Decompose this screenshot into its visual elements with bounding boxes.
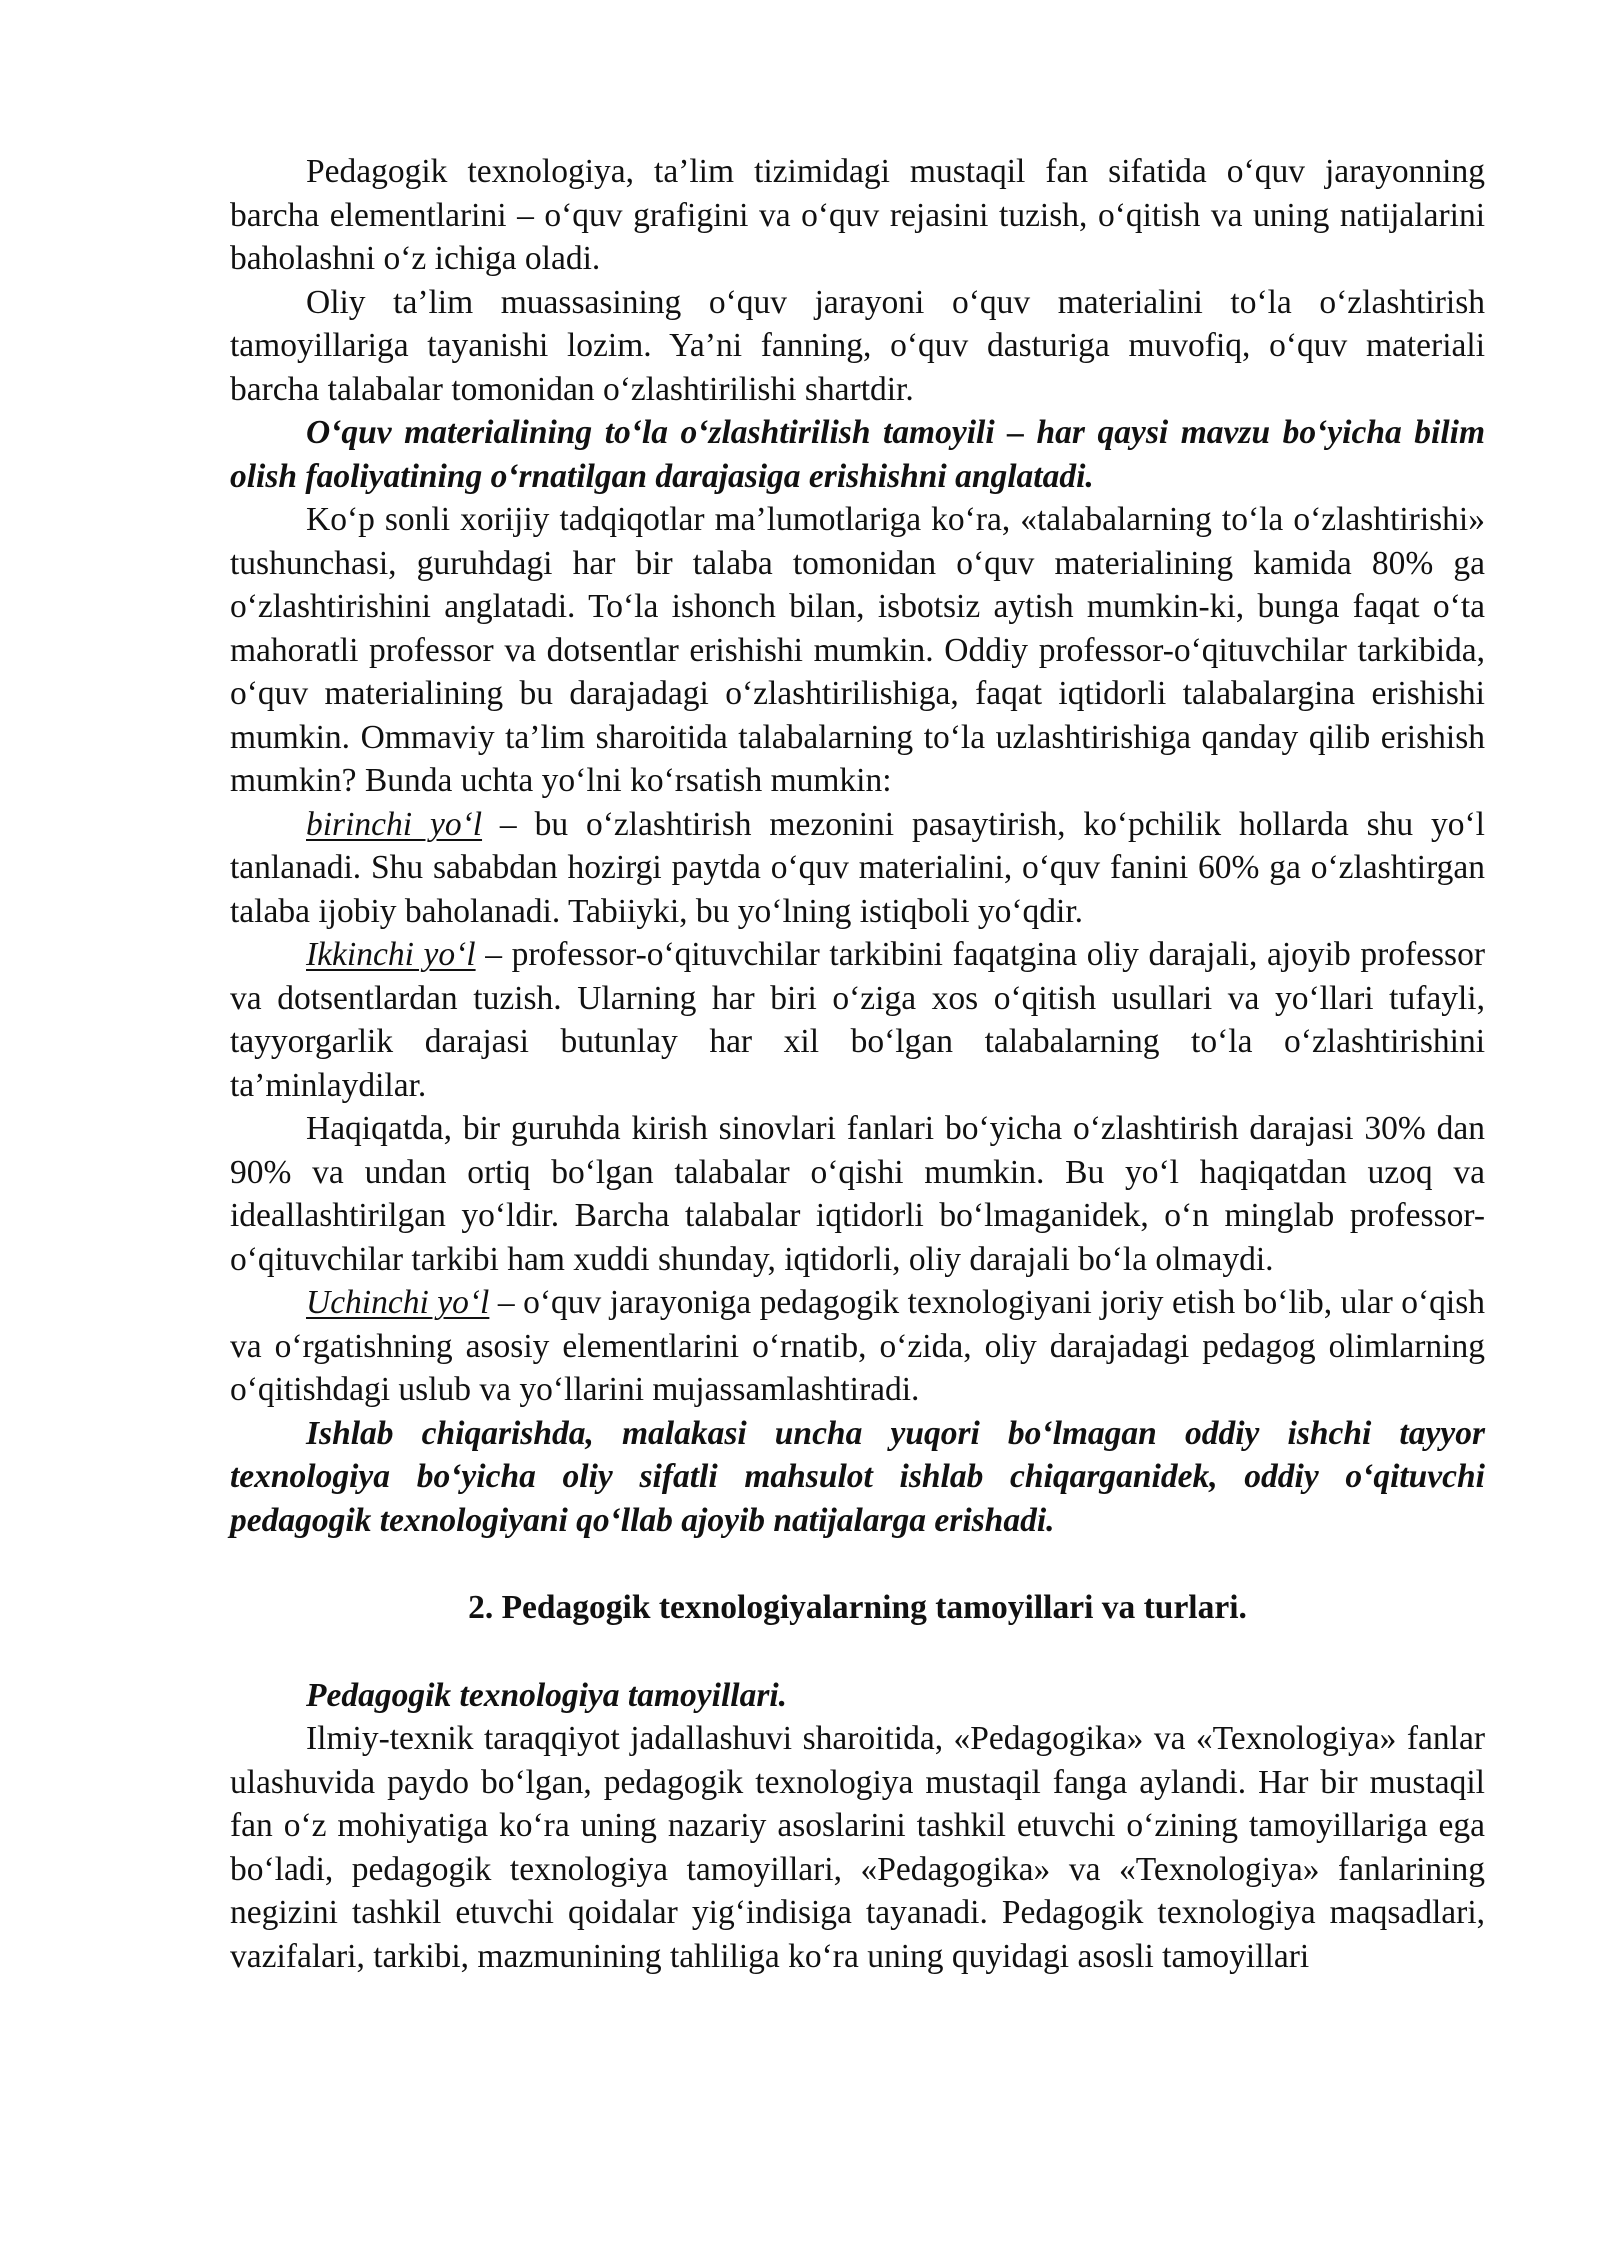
paragraph-intro: Pedagogik texnologiya, ta’lim tizimidagi mustaqil fan sifatida o‘quv jarayonning barcha elementlarini – o‘quv grafigini va o‘quv rejasini tuzish, o‘qitish va uning natijalarini baholashni o‘z ichiga oladi.: [230, 153, 1485, 277]
paragraph-learning-process: Oliy ta’lim muassasining o‘quv jarayoni o‘quv materialini to‘la o‘zlashtirish tamoyillariga tayanishi lozim. Ya’ni fanning, o‘quv dasturiga muvofiq, o‘quv materiali barcha talabalar tomonidan o‘zlashtirilishi shartdir.: [230, 283, 1485, 408]
paragraph-foreign-research: Ko‘p sonli xorijiy tadqiqotlar ma’lumotlariga ko‘ra, «talabalarning to‘la o‘zlashtirishi» tushunchasi, guruhdagi har bir talaba tomonidan o‘quv materialining kamida 80% ga o‘zlashtirishini anglatadi. To‘la ishonch bilan, isbotsiz aytish mumkin-ki, bunga faqat o‘ta mahoratli professor va dotsentlar erishishi mumkin. Oddiy professor-o‘qituvchilar tarkibida, o‘quv materialining bu darajadagi o‘zlashtirilishiga, faqat iqtidorli talabalargina erishishi mumkin. Ommaviy ta’lim sharoitida talabalarning to‘la uzlashtirishiga qanday qilib erishish mumkin? Bunda uchta yo‘lni ko‘rsatish mumkin:: [230, 501, 1485, 799]
paragraph-production-analogy: Ishlab chiqarishda, malakasi uncha yuqori bo‘lmagan oddiy ishchi tayyor texnologiya bo‘yicha oliy sifatli mahsulot ishlab chiqarganidek, oddiy o‘qituvchi pedagogik texnologiyani qo‘llab ajoyib natijalarga erishadi.: [230, 1414, 1485, 1539]
way-one-label: birinchi yo‘l: [306, 805, 483, 843]
section-heading: 2. Pedagogik texnologiyalarning tamoyillari va turlari.: [468, 1589, 1247, 1626]
paragraph-reality: Haqiqatda, bir guruhda kirish sinovlari fanlari bo‘yicha o‘zlashtirish darajasi 30% dan 90% va undan ortiq bo‘lgan talabalar o‘qishi mumkin. Bu yo‘l haqiqatdan uzoq va ideallashtirilgan yo‘ldir. Barcha talabalar iqtidorli bo‘lmaganidek, o‘n minglab professor-o‘qituvchilar tarkibi ham xuddi shunday, iqtidorli, oliy darajali bo‘la olmaydi.: [230, 1110, 1485, 1278]
subsection-heading: Pedagogik texnologiya tamoyillari.: [306, 1676, 788, 1714]
paragraph-way-three: [230, 1281, 1485, 1412]
way-three-label: Uchinchi yo‘l: [306, 1284, 490, 1321]
document-page: [230, 150, 1485, 1978]
way-two-label: Ikkinchi yo‘l: [306, 936, 476, 973]
paragraph-principles: Ilmiy-texnik taraqqiyot jadallashuvi sharoitida, «Pedagogika» va «Texnologiya» fanlar ulashuvida paydo bo‘lgan, pedagogik texnologiya mustaqil fanga aylandi. Har bir mustaqil fan o‘z mohiyatiga ko‘ra uning nazariy asoslarini tashkil etuvchi o‘zining tamoyillariga ega bo‘ladi, pedagogik texnologiya tamoyillari, «Pedagogika» va «Texnologiya» fanlarining negizini tashkil etuvchi qoidalar yig‘indisiga tayanadi. Pedagogik texnologiya maqsadlari, vazifalari, tarkibi, mazmunining tahliliga ko‘ra uning quyidagi asosli tamoyillari: [230, 1720, 1485, 1975]
way-three-text: – o‘quv jarayoniga pedagogik texnologiyani joriy etish bo‘lib, ular o‘qish va o‘rgatishning asosiy elementlarini o‘rnatib, o‘zida, oliy darajadagi pedagog olimlarning o‘qitishdagi uslub va yo‘llarini mujassamlashtiradi.: [230, 1284, 1485, 1408]
paragraph-full-mastery-principle: O‘quv materialining to‘la o‘zlashtirilish tamoyili – har qaysi mavzu bo‘yicha bilim olish faoliyatining o‘rnatilgan darajasiga erishishni anglatadi.: [230, 414, 1485, 495]
way-two-text: – professor-o‘qituvchilar tarkibini faqatgina oliy darajali, ajoyib professor va dotsentlardan tuzish. Ularning har biri o‘ziga xos o‘qitish usullari va yo‘llari tufayli, tayyorgarlik darajasi butunlay har xil bo‘lgan talabalarning to‘la o‘zlashtirishini ta’minlaydilar.: [230, 936, 1485, 1104]
paragraph-way-two: [230, 933, 1485, 1107]
paragraph-way-one: [230, 803, 1485, 934]
way-one-text: – bu o‘zlashtirish mezonini pasaytirish, ko‘pchilik hollarda shu yo‘l tanlanadi. Shu sababdan hozirgi paytda o‘quv materialini, o‘quv fanini 60% ga o‘zlashtirgan talaba ijobiy baholanadi. Tabiiyki, bu yo‘lning istiqboli yo‘qdir.: [230, 805, 1485, 930]
